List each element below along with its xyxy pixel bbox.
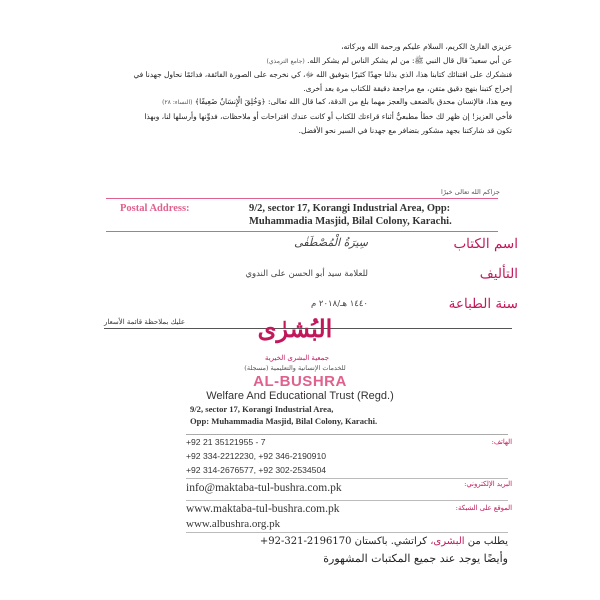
al-bushra-logo [250,314,340,358]
phone-line-2: +92 334-2212230, +92 346-2190910 [186,450,327,461]
email-address: info@maktaba-tul-bushra.com.pk [186,482,342,494]
letter-line-5-text: ومع هذا، فالإنسان محدق بالضعف والعجز مهما بلغ من الدقة، كما قال الله تعالى: ﴿وَخُلِقَ الْإِنسَانُ ضَعِيفًا﴾ [194,97,512,107]
order-line [186,536,508,547]
phone-label: الهاتف: [491,438,512,446]
letter-greeting: عزيزي القارئ الكريم، السلام عليكم ورحمة الله وبركاته، [341,42,512,51]
letter-line-4: إخراج كتبنا بنهج دقيق متقن، مع مراجعة دقيقة للكتاب مرة بعد أخرى. [303,83,512,93]
quran-reference: (النساء: ٢٨) [162,99,193,107]
divider [186,478,508,479]
order-prefix: يطلب من [467,536,508,547]
order-rest: كراتشي. باكستان 2196170-321-92+ [259,536,428,547]
website-label: الموقع على الشبكة: [455,504,512,512]
letter-line-6: فأخي العزيز! إن ظهر لك خطأ مطبعيٌّ أثناء قراءتك للكتاب أو كانت عندك اقتراحات أو ملاحظات، فدوِّنها وأرسلها لنا، وبهذا [144,111,512,121]
divider [186,500,508,501]
book-author-value: للعلامة سيد أبو الحسن على الندوي [245,269,368,279]
divider [186,532,508,533]
letter-line-5 [108,95,512,110]
letter-block [108,40,512,137]
book-year-value: ١٤٤٠ هـ/٢٠١٨ م [310,299,368,309]
organization-address-line-2: Opp: Muhammadia Masjid, Bilal Colony, Karachi. [190,415,378,426]
letter-signoff: جزاكم الله تعالى خيرًا [441,188,500,196]
book-year-label: سنة الطباعة [448,296,518,312]
email-label: البريد الإلكتروني: [464,480,512,488]
price-note-text: عليك بملاحظة قائمة الأسعار [104,318,186,326]
book-author-label: التأليف [479,266,518,282]
contact-divider [186,434,508,435]
postal-address-text: 9/2, sector 17, Korangi Industrial Area, Opp: Muhammadia Masjid, Bilal Colony, Karachi. [249,203,452,227]
website-1: www.maktaba-tul-bushra.com.pk [186,503,340,515]
order-name: البشرى، [430,536,465,547]
book-name-row [98,236,518,264]
organization-name: AL-BUSHRA [253,373,347,390]
logo-subtitle-1: جمعية البشرى الخيرية [264,354,330,362]
phone-numbers [186,436,326,477]
organization-address [190,404,430,427]
postal-address-label: Postal Address: [120,203,190,214]
letter-line-3: فنشكرك على اقتنائك كتابنا هذا، الذي بذلنا جهدًا كثيرًا بتوفيق الله ﷻ، كي نخرجه على الصورة الفائقة، فدائمًا نحاول جهدنا في [133,70,512,80]
book-author-row [98,266,518,294]
website-2: www.albushra.org.pk [186,518,281,530]
hadith-reference: (جامع الترمذي) [266,57,305,65]
phone-line-1: +92 21 35121955 - 7 [186,437,266,447]
organization-full-name: Welfare And Educational Trust (Regd.) [206,390,394,402]
postal-address-box [106,198,498,232]
book-name-value: سِيرَةُ الْمُصْطَفٰى [294,236,368,249]
book-name-label: اسم الكتاب [453,236,518,252]
letter-line-7: تكون قد شاركتنا بجهد مشكور بتضافر مع جهدنا في السير نحو الأفضل. [298,125,512,135]
hadith-text: عن أبي سعيد ؓ قال قال النبي ﷺ: من لم يشكر الناس لم يشكر الله. [307,55,512,65]
also-available-line: وأيضًا يوجد عند جميع المكتبات المشهورة [323,552,508,565]
phone-line-3: +92 314-2676577, +92 302-2534504 [186,464,327,475]
logo-arabic-text: البُشرٰى [257,314,333,343]
logo-subtitle-2: للخدمات الإنسانية والتعليمية (مسجلة) [244,364,346,372]
letter-hadith [108,54,512,69]
organization-address-line-1: 9/2, sector 17, Korangi Industrial Area, [190,404,334,414]
